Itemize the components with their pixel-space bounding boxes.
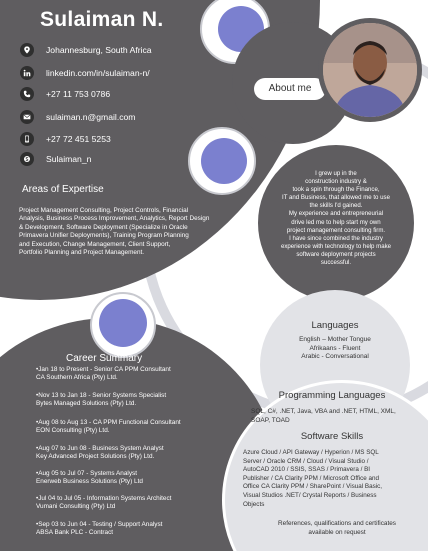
about-line: experience with technology to help make [280,242,392,250]
career-role: •Jul 04 to Jul 05 - Information Systems Architect [36,495,172,502]
software-line: Objects [243,500,265,508]
expertise-title: Areas of Expertise [22,184,104,195]
expertise-line: Project Management Consulting, Project Controls, Financial [19,207,189,214]
career-item [36,445,226,461]
career-role: •Aug 05 to Jul 07 - Systems Analyst [36,470,137,477]
contact-location-text: Johannesburg, South Africa [46,45,152,55]
about-line: the skills I'd gained. [309,202,363,210]
career-company: CA Southern Africa (Pty) Ltd. [36,374,118,382]
career-title: Career Summary [66,353,143,364]
software-line: Azure Cloud / API Gateway / Hyperion / MS SQL [243,449,379,456]
contact-phone [20,86,110,102]
programming-title: Programming Languages [278,390,386,401]
career-role: •Jan 18 to Present - Senior CA PPM Consultant [36,366,171,373]
career-role: •Nov 13 to Jan 18 - Senior Systems Specialist [36,392,167,399]
language-line: Afrikaans - Fluent [309,344,361,352]
career-item [36,521,226,537]
programming-line: SOAP, TOAD [251,416,290,424]
contact-skype[interactable] [20,151,91,167]
about-line: I grew up in the [315,170,357,177]
expertise-line: Primavera Unifier Deployments), Training Program Planning [19,232,189,240]
career-role: •Aug 07 to Jun 08 - Business System Analyst [36,445,164,452]
expertise-line: Portfolio Planning and Project Management. [19,249,145,257]
software-line: Visual Studios .NET/ Crystal Reports / Business [243,491,377,499]
about-line: software deployment projects [296,250,376,258]
decorative-accent-dot-mid [201,138,247,184]
linkedin-icon [20,66,34,80]
about-line: project management consulting firm. [286,226,386,234]
about-text [259,170,413,267]
contact-skype-text[interactable]: Sulaiman_n [46,154,92,164]
expertise-line: Analysis, Business Process Improvement, Analytics, Report Design [19,215,210,223]
career-company: Enerweb Business Solutions (Pty) Ltd [36,478,143,486]
skype-icon [20,152,34,166]
programming-text [251,408,426,425]
contact-email[interactable] [20,109,135,125]
career-item [36,495,226,511]
contact-mobile-text: +27 72 451 5253 [46,134,111,144]
references-line: available on request [308,528,366,536]
profile-photo-avatar [323,23,417,117]
career-company: Key Advanced Project Solutions (Pty) Ltd. [36,453,155,461]
expertise-text [19,207,251,257]
about-line: I have since combined the industry [289,234,383,242]
person-name: Sulaiman N. [40,8,164,31]
references-line: References, qualifications and certificates [278,520,396,527]
career-company: ABSA Bank PLC - Contract [36,529,114,537]
software-line: Office CA Clarity PPM / SharePoint / Visual Basic, [243,483,383,491]
about-title: About me [268,83,312,94]
programming-line: SQL, C#, .NET, Java, VBA and .NET, HTML, XML, [251,408,396,415]
mobile-icon [20,132,34,146]
about-line: took a spin through the Finance, [292,186,380,194]
career-company: EON Consulting (Pty) Ltd. [36,427,110,435]
contact-mobile [20,131,111,147]
phone-icon [20,87,34,101]
career-item [36,392,226,408]
location-pin-icon [20,43,34,57]
about-line: IT and Business, that allowed me to use [282,194,390,202]
career-company: Bytes Managed Solutions (Pty) Ltd. [36,400,137,408]
software-line: Server / Oracle CRM / Cloud / Visual Studio / [243,457,369,465]
career-item [36,419,226,435]
career-role: •Aug 08 to Aug 13 - CA PPM Functional Consultant [36,419,181,426]
career-item [36,470,226,486]
about-line: My experience and entrepreneurial [288,210,384,218]
software-line: Publisher / CA Clarity PPM / Microsoft Office and [243,474,380,482]
career-item [36,366,226,382]
software-line: AutoCAD 2010 / SSIS, SSAS / Primavera / BI [243,466,371,474]
languages-text [260,336,410,362]
references-note [252,520,422,537]
career-company: Vumani Consulting (Pty) Ltd [36,503,116,511]
email-icon [20,110,34,124]
software-title: Software Skills [300,431,364,442]
contact-linkedin-text[interactable]: linkedin.com/in/sulaiman-n/ [46,68,150,78]
languages-title: Languages [311,320,359,331]
contact-linkedin[interactable] [20,65,150,81]
about-line: drive led me to help start my own [291,218,381,226]
career-role: •Sep 03 to Jun 04 - Testing / Support Analyst [36,521,163,528]
software-text [243,449,426,509]
contact-phone-text: +27 11 753 0786 [46,89,111,99]
contact-email-text[interactable]: sulaiman.n@gmail.com [46,112,136,122]
language-line: English – Mother Tongue [299,336,371,343]
contact-location [20,42,152,58]
about-line: successful. [320,259,352,267]
language-line: Arabic - Conversational [301,353,369,361]
decorative-accent-dot-career [99,299,147,347]
expertise-line: & Development, Software Deployment (Specialize in Oracle [19,223,188,231]
about-line: construction industry & [305,178,367,186]
expertise-line: and Execution, Change Management, Client Support, [19,240,171,248]
